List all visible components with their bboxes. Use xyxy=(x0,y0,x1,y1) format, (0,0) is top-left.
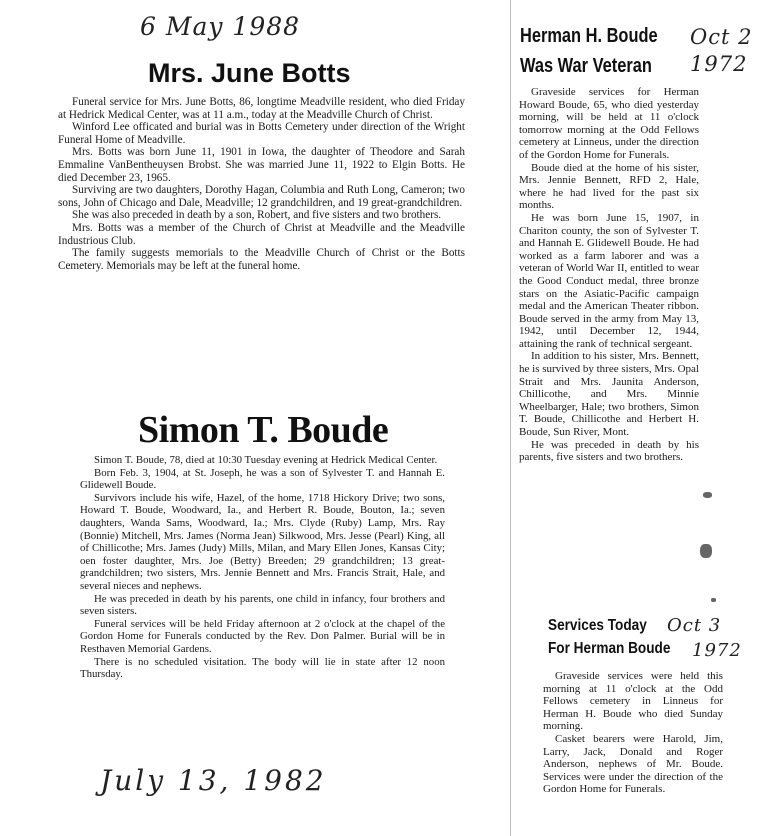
simon-paragraph: Funeral services will be held Friday afternoon at 2 o'clock at the chapel of the Gordon Home for Funerals conducted by the Rev. Don Palmer. Burial will be in Resthaven Memorial Gardens. xyxy=(80,617,445,655)
simon-paragraph: He was preceded in death by his parents, one child in infancy, four brothers and seven sisters. xyxy=(80,592,445,618)
simon-paragraph: There is no scheduled visitation. The body will lie in state after 12 noon Thursday. xyxy=(80,655,445,681)
botts-paragraph: The family suggests memorials to the Meadville Church of Christ or the Botts Cemetery. Memorials may be left at the funeral home. xyxy=(58,247,465,272)
herman-title-line2: Was War Veteran xyxy=(520,55,652,77)
botts-paragraph: Surviving are two daughters, Dorothy Hagan, Columbia and Ruth Long, Cameron; two sons, John of Chicago and Dale, Meadville; 12 grandchildren, and 19 great-grandchildren. xyxy=(58,184,465,209)
services-handwritten-note: Oct 3 xyxy=(667,615,722,636)
botts-paragraph: Mrs. Botts was a member of the Church of Christ at Meadville and the Meadville Industrious Club. xyxy=(58,221,465,247)
botts-paragraph: She was also preceded in death by a son, Robert, and five sisters and two brothers. xyxy=(72,209,442,222)
herman-paragraph: Boude died at the home of his sister, Mrs. Jennie Bennett, RFD 2, Hale, where he had lived for the past six months. xyxy=(519,161,699,212)
ink-smudge xyxy=(700,544,712,558)
herman-paragraph: Graveside services for Herman Howard Boude, 65, who died yesterday morning, will be held at 11 o'clock tomorrow morning at the Odd Fellows cemetery at Linneus, under the direction of the Gordon Home for Funerals. xyxy=(519,86,699,161)
botts-body xyxy=(58,96,465,272)
botts-handwritten-date: 6 May 1988 xyxy=(140,12,301,41)
column-divider xyxy=(510,0,511,836)
services-paragraph: Casket bearers were Harold, Jim, Larry, Jack, Donald and Roger Anderson, nephews of Mr. Boude. Services were under the direction of the Gordon Home for Funerals. xyxy=(543,732,723,796)
herman-title-line1: Herman H. Boude xyxy=(520,25,658,47)
services-paragraph: Graveside services were held this morning at 11 o'clock at the Odd Fellows cemetery in Linneus for Herman H. Boude who died Sunday morning. xyxy=(543,670,723,733)
simon-paragraph: Born Feb. 3, 1904, at St. Joseph, he was a son of Sylvester T. and Hannah E. Glidewell Boude. xyxy=(80,466,445,492)
ink-smudge xyxy=(711,598,716,602)
botts-paragraph: Funeral service for Mrs. June Botts, 86, longtime Meadville resident, who died Friday at Hedrick Medical Center, was at 11 a.m., today at the Meadville Church of Christ. xyxy=(58,96,465,121)
herman-paragraph: He was born June 15, 1907, in Chariton county, the son of Sylvester T. and Hannah E. Glidewell Boude. He had worked as a farm laborer and was a veteran of World War II, entitled to wear the Good Conduct medal, three bronze stars on the Asiatic-Pacific campaign medal and the American Theater ribbon. Boude served in the army from May 13, 1942, until December 12, 1944, attaining the rank of technical sergeant. xyxy=(519,211,699,350)
herman-body xyxy=(519,86,699,464)
botts-title: Mrs. June Botts xyxy=(148,58,351,88)
herman-handwritten-note: Oct 2 xyxy=(690,25,753,49)
services-body xyxy=(543,670,723,796)
herman-paragraph: In addition to his sister, Mrs. Bennett, he is survived by three sisters, Mrs. Opal Strait and Mrs. Jaunita Anderson, Chillicothe, and Mrs. Minnie Wheelbarger, Hale; two brothers, Simon T. Boude, Chillicothe and Herbert H. Boude, Sun River, Mont. xyxy=(519,350,699,439)
simon-paragraph: Simon T. Boude, 78, died at 10:30 Tuesday evening at Hedrick Medical Center. xyxy=(94,454,438,466)
services-title-line1: Services Today xyxy=(548,617,647,634)
services-title-line2: For Herman Boude xyxy=(548,640,671,657)
simon-handwritten-date: July 13, 1982 xyxy=(100,764,327,797)
simon-paragraph: Survivors include his wife, Hazel, of the home, 1718 Hickory Drive; two sons, Howard T. Boude, Woodward, Ia., and Herbert R. Boude, Bouton, Ia.; seven daughters, Wanda Sams, Woodward, Ia.; Mrs. Clyde (Ruby) Lamp, Mrs. Ray (Bonnie) Mitchell, Mrs. James (Norma Jean) Silkwood, Mrs. Jesse (Pearl) King, all of Chillicothe; Mrs. James (Judy) Mills, Milan, and Mary Ellen Jones, Kansas City; oen foster daughter, Mrs. Joe (Betty) Breeden; 29 grandchildren; 13 great-grandchildren; two sisters, Mrs. Jennie Bennett and Mrs. Francis Strait, Hale, and several nieces and nephews. xyxy=(80,491,445,592)
botts-paragraph: Mrs. Botts was born June 11, 1901 in Iowa, the daughter of Theodore and Sarah Emmaline VanBentheuysen Brobst. She was married June 11, 1922 to Elgin Botts. He died December 23, 1965. xyxy=(58,146,465,184)
ink-smudge xyxy=(703,492,712,498)
services-handwritten-year: 1972 xyxy=(692,640,742,661)
botts-paragraph: Winford Lee officated and burial was in Botts Cemetery under direction of the Wright Funeral Home of Meadville. xyxy=(58,121,465,146)
simon-title: Simon T. Boude xyxy=(138,409,389,451)
herman-paragraph: He was preceded in death by his parents, five sisters and two brothers. xyxy=(519,438,699,464)
simon-body xyxy=(80,454,445,681)
herman-handwritten-year: 1972 xyxy=(690,52,748,76)
